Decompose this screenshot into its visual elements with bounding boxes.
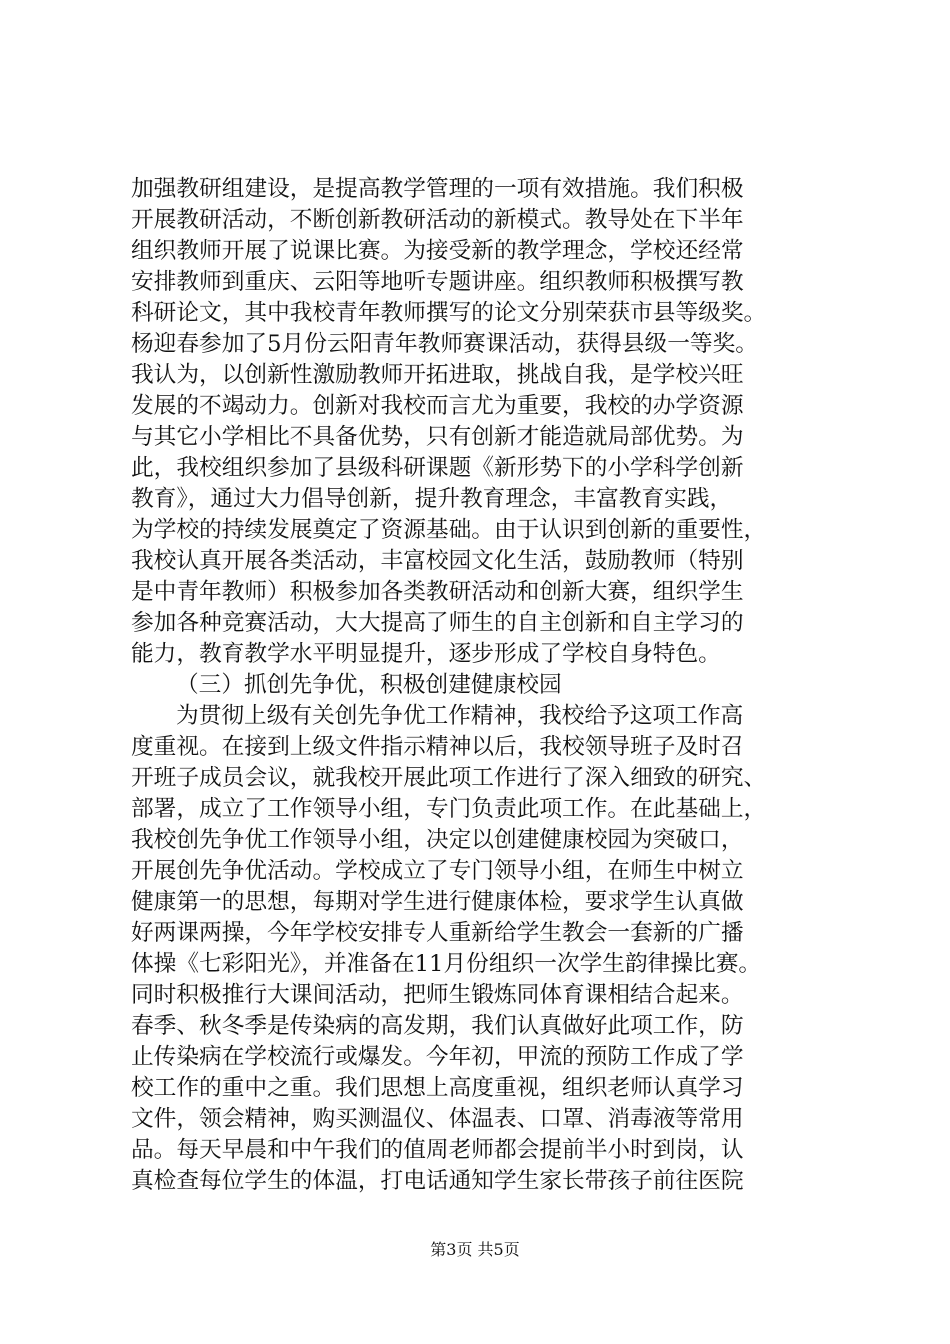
text-line: 开展教研活动，不断创新教研活动的新模式。教导处在下半年 <box>131 207 744 233</box>
text-line: 为贯彻上级有关创先争优工作精神，我校给予这项工作高 <box>176 703 744 729</box>
text-line: 开展创先争优活动。学校成立了专门领导小组，在师生中树立 <box>131 858 744 884</box>
text-line: 此，我校组织参加了县级科研课题《新形势下的小学科学创新 <box>131 455 744 481</box>
text-line: 文件，领会精神，购买测温仪、体温表、口罩、消毒液等常用 <box>131 1106 744 1132</box>
text-line: 我认为，以创新性激励教师开拓进取，挑战自我，是学校兴旺 <box>131 362 744 388</box>
page-footer <box>0 1240 950 1260</box>
text-line: 校工作的重中之重。我们思想上高度重视，组织老师认真学习 <box>131 1075 744 1101</box>
text-line: 组织教师开展了说课比赛。为接受新的教学理念，学校还经常 <box>131 238 744 264</box>
text-line: 健康第一的思想，每期对学生进行健康体检，要求学生认真做 <box>131 889 744 915</box>
text-line: 品。每天早晨和中午我们的值周老师都会提前半小时到岗，认 <box>131 1137 744 1163</box>
text-line: 我校创先争优工作领导小组，决定以创建健康校园为突破口， <box>131 827 744 853</box>
text-line: 与其它小学相比不具备优势，只有创新才能造就局部优势。为 <box>131 424 744 450</box>
text-line: 科研论文，其中我校青年教师撰写的论文分别荣获市县等级奖。 <box>131 300 767 326</box>
text-line: 是中青年教师）积极参加各类教研活动和创新大赛，组织学生 <box>131 579 744 605</box>
text-line: 同时积极推行大课间活动，把师生锻炼同体育课相结合起来。 <box>131 982 744 1008</box>
text-line: 杨迎春参加了5月份云阳青年教师赛课活动，获得县级一等奖。 <box>131 331 758 357</box>
text-line: 安排教师到重庆、云阳等地听专题讲座。组织教师积极撰写教 <box>131 269 744 295</box>
text-line: 好两课两操，今年学校安排专人重新给学生教会一套新的广播 <box>131 920 744 946</box>
text-line: 能力，教育教学水平明显提升，逐步形成了学校自身特色。 <box>131 641 721 667</box>
text-line: 开班子成员会议，就我校开展此项工作进行了深入细致的研究、 <box>131 765 767 791</box>
text-line: 真检查每位学生的体温，打电话通知学生家长带孩子前往医院 <box>131 1168 744 1194</box>
text-line: 体操《七彩阳光》，并准备在11月份组织一次学生韵律操比赛。 <box>131 951 762 977</box>
text-line: 发展的不竭动力。创新对我校而言尤为重要，我校的办学资源 <box>131 393 744 419</box>
text-line: 部署，成立了工作领导小组，专门负责此项工作。在此基础上， <box>131 796 767 822</box>
document-body <box>131 174 831 1197</box>
text-line: 参加各种竞赛活动，大大提高了师生的自主创新和自主学习的 <box>131 610 744 636</box>
text-line: 我校认真开展各类活动，丰富校园文化生活，鼓励教师（特别 <box>131 548 744 574</box>
text-line: 止传染病在学校流行或爆发。今年初，甲流的预防工作成了学 <box>131 1044 744 1070</box>
text-line: 为学校的持续发展奠定了资源基础。由于认识到创新的重要性， <box>131 517 767 543</box>
text-line: 教育》，通过大力倡导创新，提升教育理念，丰富教育实践， <box>131 486 733 512</box>
text-line: 加强教研组建设，是提高教学管理的一项有效措施。我们积极 <box>131 176 744 202</box>
page-number: 第3页 共5页 <box>430 1240 520 1259</box>
text-line: 度重视。在接到上级文件指示精神以后，我校领导班子及时召 <box>131 734 744 760</box>
section-heading: （三）抓创先争优，积极创建健康校园 <box>176 672 562 698</box>
text-line: 春季、秋冬季是传染病的高发期，我们认真做好此项工作，防 <box>131 1013 744 1039</box>
